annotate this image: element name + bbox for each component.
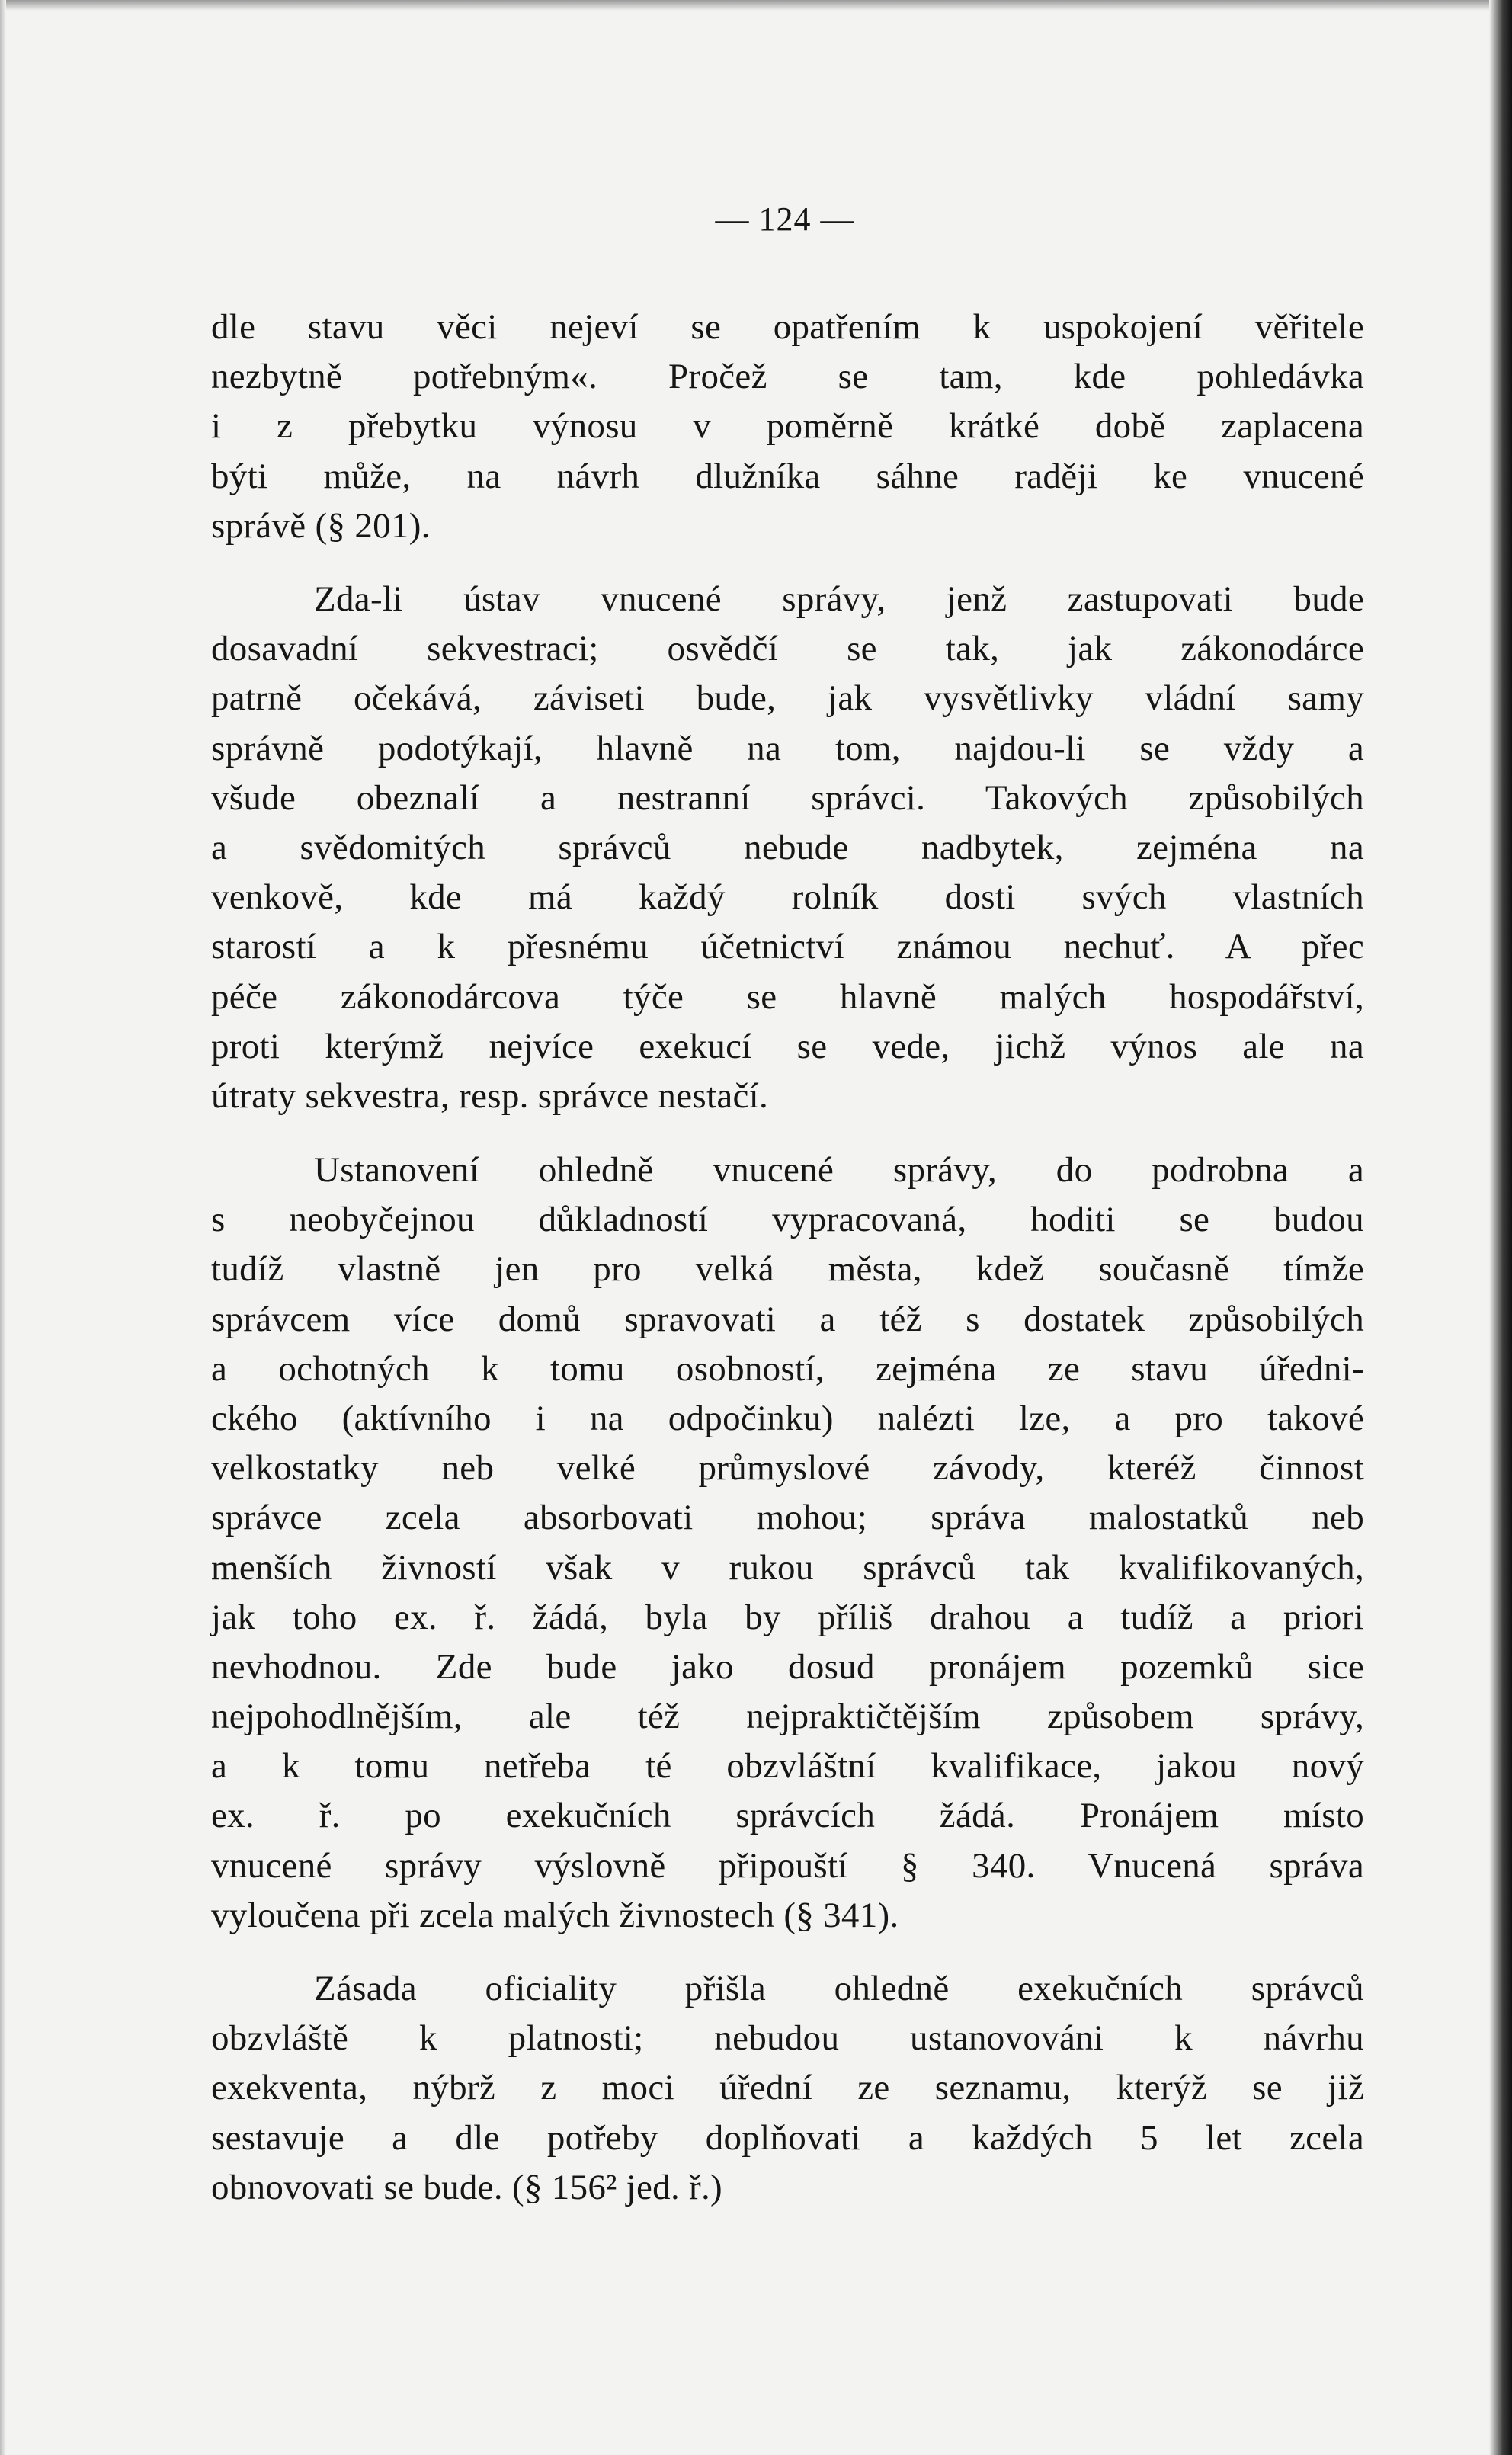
text-line: nezbytně potřebným«. Pročež se tam, kde pohledávka <box>211 357 1364 397</box>
text-line: Zda-li ústav vnucené správy, jenž zastupovati bude <box>314 579 1364 619</box>
paragraph-4 <box>211 1964 1364 2213</box>
page-number: — 124 — <box>715 200 855 238</box>
text-line: správně podotýkají, hlavně na tom, najdou-li se vždy a <box>211 728 1364 768</box>
text-line: s neobyčejnou důkladností vypracovaná, hoditi se budou <box>211 1200 1364 1240</box>
paragraph-1 <box>211 303 1364 551</box>
text-line: tudíž vlastně jen pro velká města, kdež současně tímže <box>211 1249 1364 1290</box>
text-line: venkově, kde má každý rolník dosti svých vlastních <box>211 877 1364 918</box>
text-line: správce zcela absorbovati mohou; správa malostatků neb <box>211 1498 1364 1538</box>
text-line: Zásada oficiality přišla ohledně exekučních správců <box>314 1969 1364 2008</box>
scan-edge-right <box>1489 0 1512 2455</box>
text-line: nejpohodlnějším, ale též nejpraktičtějším způsobem správy, <box>211 1697 1364 1737</box>
text-line: a ochotných k tomu osobností, zejména ze stavu úředni- <box>211 1348 1364 1389</box>
text-line: péče zákonodárcova týče se hlavně malých hospodářství, <box>211 976 1364 1017</box>
text-line: vyloučena při zcela malých živnostech (§ 341). <box>211 1895 899 1935</box>
text-line: jak toho ex. ř. žádá, byla by příliš drahou a tudíž a priori <box>211 1597 1364 1637</box>
text-line: patrně očekává, záviseti bude, jak vysvětlivky vládní samy <box>211 678 1364 719</box>
text-line: správě (§ 201). <box>211 505 431 546</box>
scan-edge-top <box>0 0 1512 11</box>
text-line: vnucené správy výslovně připouští § 340. Vnucená správa <box>211 1845 1364 1886</box>
text-line: dosavadní sekvestraci; osvědčí se tak, jak zákonodárce <box>211 629 1364 669</box>
text-line: dle stavu věci nejeví se opatřením k uspokojení věřitele <box>211 307 1364 347</box>
text-line: sestavuje a dle potřeby doplňovati a každých 5 let zcela <box>211 2117 1364 2158</box>
text-line: a k tomu netřeba té obzvláštní kvalifikace, jakou nový <box>211 1746 1364 1787</box>
text-line: býti může, na návrh dlužníka sáhne raději ke vnucené <box>211 456 1364 496</box>
text-line: útraty sekvestra, resp. správce nestačí. <box>211 1075 769 1116</box>
text-line: Ustanovení ohledně vnucené správy, do podrobna a <box>314 1150 1364 1190</box>
text-line: velkostatky neb velké průmyslové závody, kteréž činnost <box>211 1448 1364 1489</box>
scan-edge-left <box>0 0 6 2455</box>
text-line: a svědomitých správců nebude nadbytek, zejména na <box>211 827 1364 867</box>
text-line: starostí a k přesnému účetnictví známou nechuť. A přec <box>211 927 1364 967</box>
text-line: ex. ř. po exekučních správcích žádá. Pronájem místo <box>211 1796 1364 1836</box>
text-line: nevhodnou. Zde bude jako dosud pronájem pozemků sice <box>211 1646 1364 1687</box>
text-line: ckého (aktívního i na odpočinku) nalézti lze, a pro takové <box>211 1398 1364 1438</box>
text-line: proti kterýmž nejvíce exekucí se vede, jichž výnos ale na <box>211 1026 1364 1066</box>
paragraph-2 <box>211 575 1364 1121</box>
text-line: menších živností však v rukou správců tak kvalifikovaných, <box>211 1547 1364 1588</box>
text-line: obzvláště k platnosti; nebudou ustanovováni k návrhu <box>211 2018 1364 2059</box>
text-line: správcem více domů spravovati a též s dostatek způsobilých <box>211 1299 1364 1339</box>
text-line: obnovovati se bude. (§ 156² jed. ř.) <box>211 2167 723 2207</box>
paragraph-3 <box>211 1146 1364 1941</box>
text-line: všude obeznalí a nestranní správci. Takových způsobilých <box>211 777 1364 818</box>
text-line: exekventa, nýbrž z moci úřední ze seznamu, kterýž se již <box>211 2068 1364 2108</box>
text-line: i z přebytku výnosu v poměrně krátké době zaplacena <box>211 406 1364 447</box>
